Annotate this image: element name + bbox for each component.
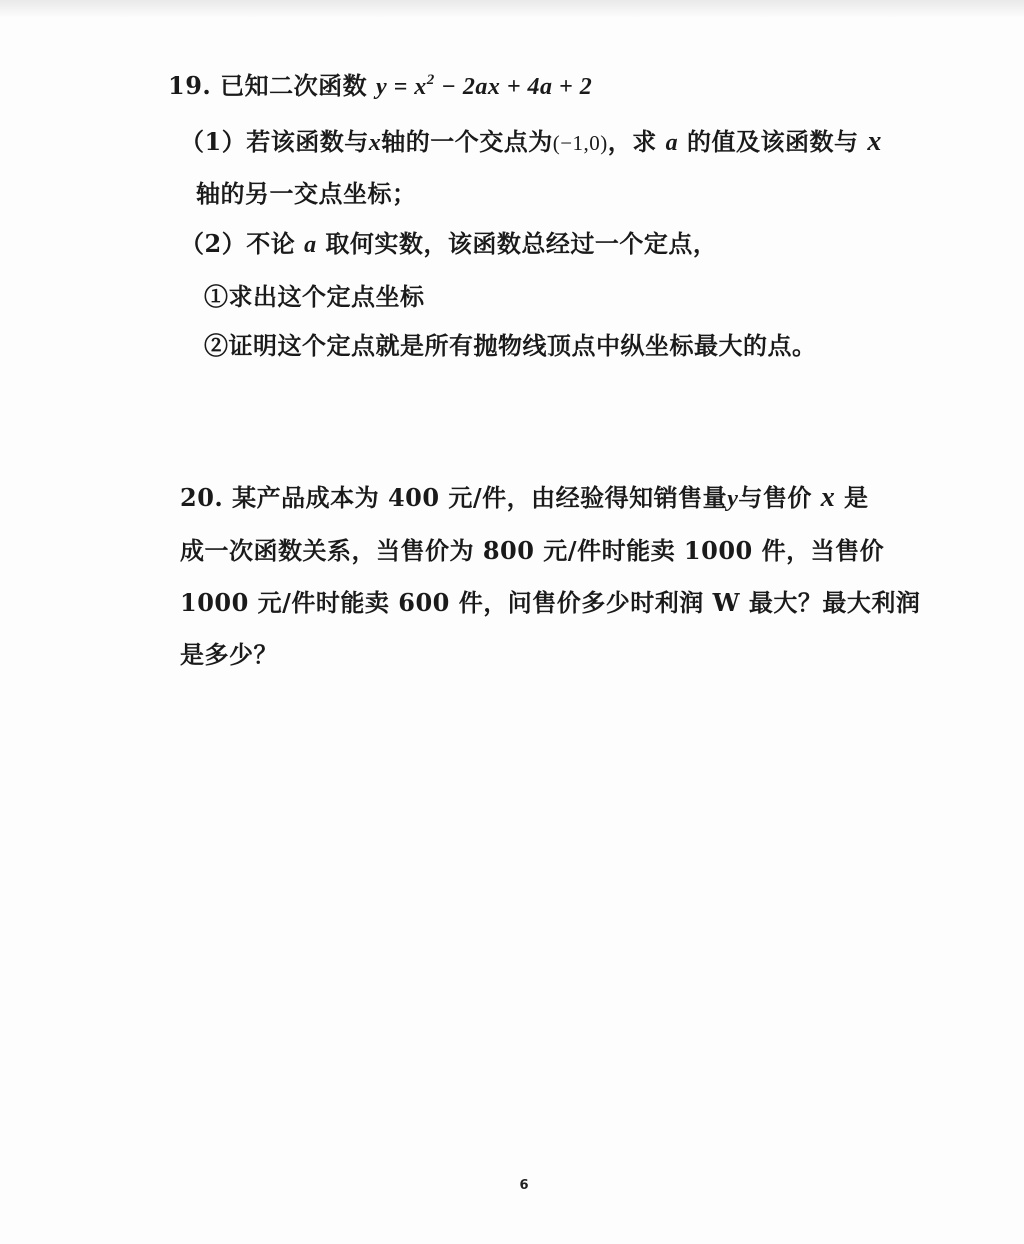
scan-top-edge	[0, 0, 1024, 18]
q19-part1-line1: （1）若该函数与x轴的一个交点为(−1,0)，求 a 的值及该函数与 x	[180, 126, 882, 157]
q19-number-text: 19. 已知二次函数	[168, 71, 376, 100]
q19-part2: （2）不论 a 取何实数，该函数总经过一个定点，	[180, 229, 718, 258]
q20-line2: 成一次函数关系，当售价为 800 元/件时能卖 1000 件，当售价	[180, 536, 885, 565]
page-number: 6	[519, 1178, 529, 1193]
q20-line3: 1000 元/件时能卖 600 件，问售价多少时利润 W 最大？最大利润	[180, 588, 921, 617]
q19-stem	[168, 70, 592, 103]
q19-sub2: ②证明这个定点就是所有抛物线顶点中纵坐标最大的点。	[204, 331, 817, 360]
q19-part1-line2: 轴的另一交点坐标；	[196, 179, 417, 208]
q20-line1: 20. 某产品成本为 400 元/件，由经验得知销售量y与售价 x 是	[180, 482, 869, 513]
q19-sub1: ①求出这个定点坐标	[204, 282, 425, 311]
q20-line4: 是多少？	[180, 640, 278, 669]
q19-formula: $y = x^2 - 2ax + 4a + 2$	[375, 72, 593, 100]
